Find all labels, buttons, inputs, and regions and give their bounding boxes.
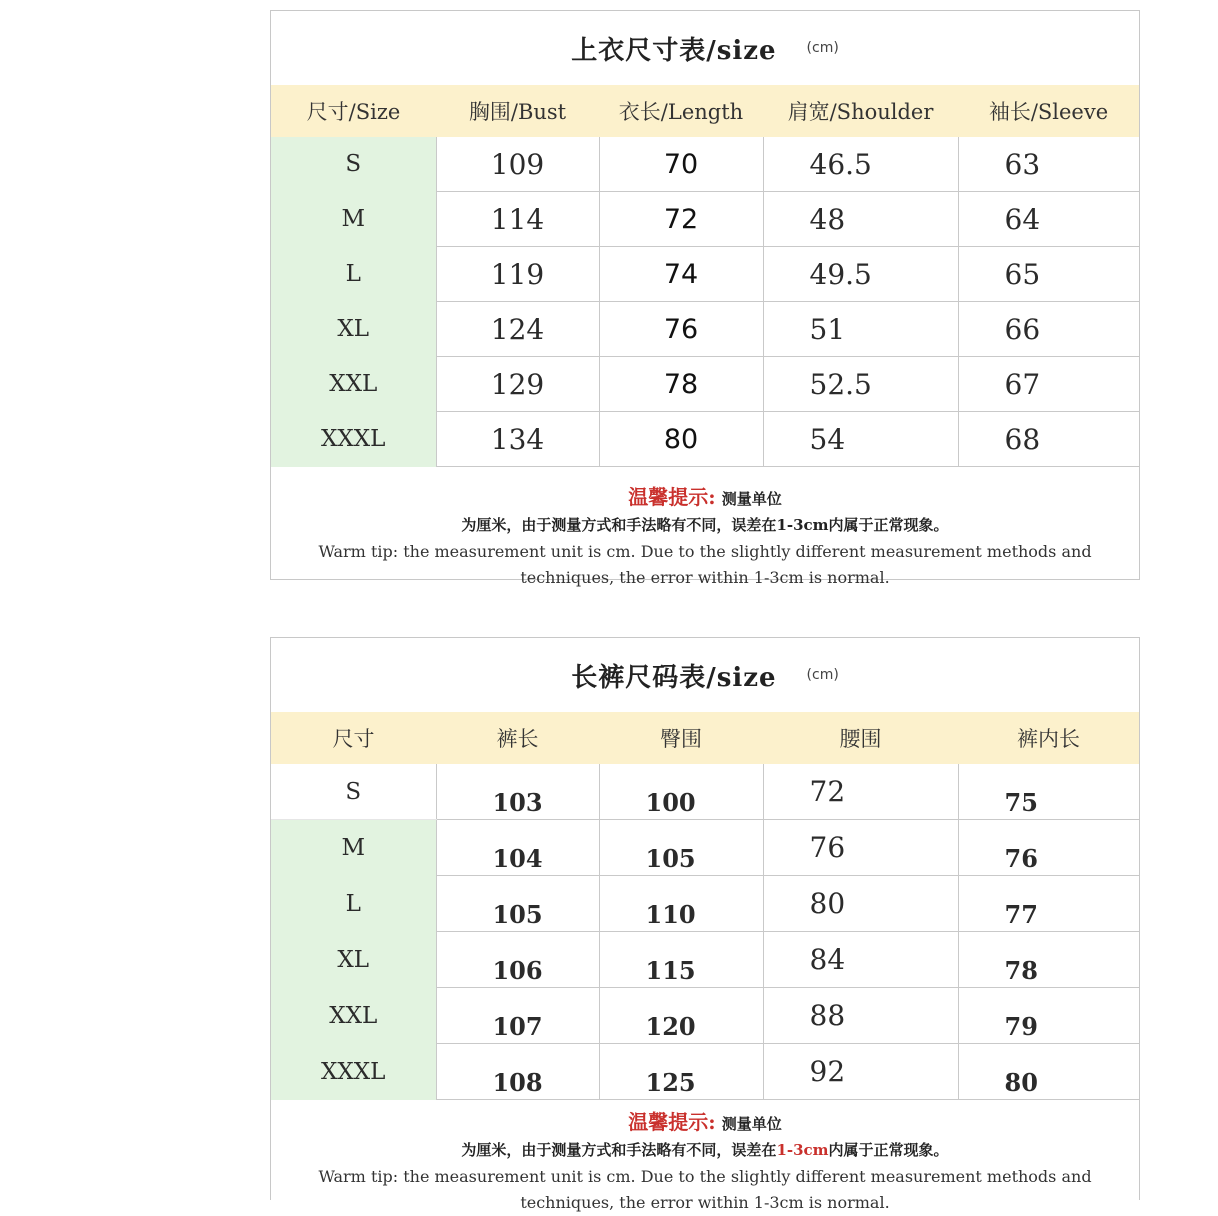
hip-cell: 125 xyxy=(599,1044,763,1100)
table-row xyxy=(271,820,1139,876)
top-chart-title: 上衣尺寸表/size xyxy=(571,35,777,66)
waist-cell: 92 xyxy=(763,1044,958,1100)
shoulder-cell: 52.5 xyxy=(763,357,958,412)
length-cell: 70 xyxy=(599,137,763,192)
top-chart-unit: (cm) xyxy=(806,40,839,56)
size-cell: S xyxy=(271,764,436,820)
waist-cell: 88 xyxy=(763,988,958,1044)
pants-length-cell: 103 xyxy=(436,764,599,820)
size-cell: M xyxy=(271,820,436,876)
waist-cell: 72 xyxy=(763,764,958,820)
tip-english-text: Warm tip: the measurement unit is cm. Due to the slightly different measurement methods and techniques, the error within 1-3cm is normal. xyxy=(318,1167,1092,1212)
tip-chinese-part-a: 为厘米，由于测量方式和手法略有不同，误差在 xyxy=(461,516,777,534)
tip-chinese-part-b: 内属于正常现象。 xyxy=(828,1141,949,1159)
size-cell: L xyxy=(271,876,436,932)
top-header-row xyxy=(271,85,1139,137)
hip-cell: 115 xyxy=(599,932,763,988)
inseam-cell: 76 xyxy=(958,820,1139,876)
inseam-cell: 75 xyxy=(958,764,1139,820)
header-inseam: 裤内长 xyxy=(958,712,1139,764)
size-cell: XXL xyxy=(271,357,436,412)
bottom-header-row xyxy=(271,712,1139,764)
top-size-chart xyxy=(270,10,1140,587)
bust-cell: 129 xyxy=(436,357,599,412)
pants-length-cell: 108 xyxy=(436,1044,599,1100)
table-row xyxy=(271,932,1139,988)
sleeve-cell: 63 xyxy=(958,137,1139,192)
header-hip: 臀围 xyxy=(599,712,763,764)
size-cell: XXL xyxy=(271,988,436,1044)
sleeve-cell: 68 xyxy=(958,412,1139,467)
tip-heading-rest: 测量单位 xyxy=(721,490,782,508)
shoulder-cell: 54 xyxy=(763,412,958,467)
bust-cell: 109 xyxy=(436,137,599,192)
inseam-cell: 79 xyxy=(958,988,1139,1044)
header-size: 尺寸 xyxy=(271,712,436,764)
bottom-chart-title: 长裤尺码表/size xyxy=(571,662,777,693)
length-cell: 72 xyxy=(599,192,763,247)
sleeve-cell: 67 xyxy=(958,357,1139,412)
tip-heading: 温馨提示: xyxy=(628,485,716,509)
hip-cell: 110 xyxy=(599,876,763,932)
bottom-size-table xyxy=(271,712,1139,1100)
table-row xyxy=(271,412,1139,467)
sleeve-cell: 66 xyxy=(958,302,1139,357)
tip-chinese-line xyxy=(271,1139,1139,1160)
hip-cell: 120 xyxy=(599,988,763,1044)
size-cell: M xyxy=(271,192,436,247)
size-cell: L xyxy=(271,247,436,302)
bottom-warm-tip xyxy=(271,1100,1139,1216)
table-row xyxy=(271,876,1139,932)
table-row xyxy=(271,137,1139,192)
inseam-cell: 80 xyxy=(958,1044,1139,1100)
sleeve-cell: 65 xyxy=(958,247,1139,302)
pants-length-cell: 105 xyxy=(436,876,599,932)
tip-heading: 温馨提示: xyxy=(628,1110,716,1134)
size-cell: XXXL xyxy=(271,1044,436,1100)
length-cell: 78 xyxy=(599,357,763,412)
tip-chinese-line xyxy=(271,514,1139,535)
header-length: 衣长/Length xyxy=(599,85,763,137)
length-cell: 80 xyxy=(599,412,763,467)
bust-cell: 114 xyxy=(436,192,599,247)
header-waist: 腰围 xyxy=(763,712,958,764)
top-warm-tip xyxy=(271,467,1139,591)
bottom-size-chart xyxy=(270,637,1140,1212)
pants-length-cell: 104 xyxy=(436,820,599,876)
pants-length-cell: 107 xyxy=(436,988,599,1044)
tip-chinese-part-a: 为厘米，由于测量方式和手法略有不同，误差在 xyxy=(461,1141,777,1159)
top-title-row xyxy=(271,11,1139,85)
bust-cell: 134 xyxy=(436,412,599,467)
header-shoulder: 肩宽/Shoulder xyxy=(763,85,958,137)
shoulder-cell: 46.5 xyxy=(763,137,958,192)
tip-chinese-range: 1-3cm xyxy=(776,516,829,534)
tip-chinese-range: 1-3cm xyxy=(776,1141,829,1159)
header-sleeve: 袖长/Sleeve xyxy=(958,85,1139,137)
sleeve-cell: 64 xyxy=(958,192,1139,247)
size-cell: XXXL xyxy=(271,412,436,467)
bottom-chart-unit: (cm) xyxy=(806,667,839,683)
tip-chinese-part-b: 内属于正常现象。 xyxy=(828,516,949,534)
table-row xyxy=(271,764,1139,820)
waist-cell: 76 xyxy=(763,820,958,876)
hip-cell: 105 xyxy=(599,820,763,876)
bust-cell: 124 xyxy=(436,302,599,357)
table-row xyxy=(271,988,1139,1044)
tip-english-text: Warm tip: the measurement unit is cm. Due to the slightly different measurement methods and techniques, the error within 1-3cm is normal. xyxy=(318,542,1092,587)
length-cell: 76 xyxy=(599,302,763,357)
table-row xyxy=(271,357,1139,412)
size-cell: XL xyxy=(271,932,436,988)
inseam-cell: 77 xyxy=(958,876,1139,932)
header-pants-length: 裤长 xyxy=(436,712,599,764)
pants-length-cell: 106 xyxy=(436,932,599,988)
bust-cell: 119 xyxy=(436,247,599,302)
header-bust: 胸围/Bust xyxy=(436,85,599,137)
length-cell: 74 xyxy=(599,247,763,302)
inseam-cell: 78 xyxy=(958,932,1139,988)
size-cell: XL xyxy=(271,302,436,357)
shoulder-cell: 51 xyxy=(763,302,958,357)
waist-cell: 84 xyxy=(763,932,958,988)
table-row xyxy=(271,192,1139,247)
bottom-title-row xyxy=(271,638,1139,712)
tip-heading-rest: 测量单位 xyxy=(721,1115,782,1133)
top-size-table xyxy=(271,85,1139,467)
header-size: 尺寸/Size xyxy=(271,85,436,137)
table-row xyxy=(271,302,1139,357)
hip-cell: 100 xyxy=(599,764,763,820)
table-row xyxy=(271,1044,1139,1100)
shoulder-cell: 48 xyxy=(763,192,958,247)
size-cell: S xyxy=(271,137,436,192)
table-row xyxy=(271,247,1139,302)
shoulder-cell: 49.5 xyxy=(763,247,958,302)
waist-cell: 80 xyxy=(763,876,958,932)
